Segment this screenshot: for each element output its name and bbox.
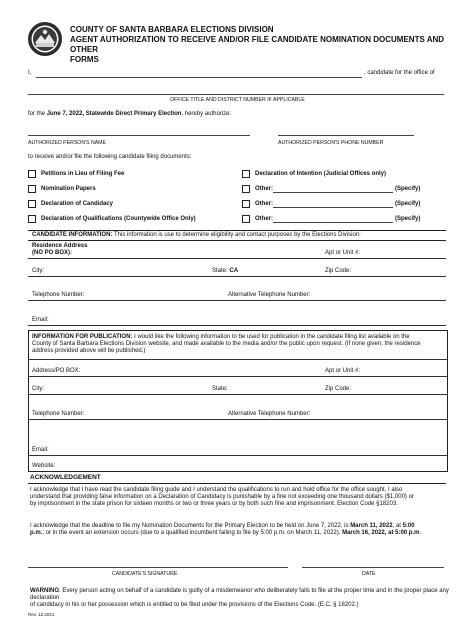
acknowledgement-paragraph-2: [30, 523, 446, 537]
checklist-left-0: Petitions in Lieu of Filing Fee: [41, 171, 125, 177]
candidate-info-heading-line: [32, 232, 446, 239]
candidate-city-field[interactable]: [28, 276, 446, 277]
ack-p2-line1: [30, 523, 446, 530]
authorized-name-field[interactable]: [28, 130, 250, 136]
other-2-field[interactable]: [273, 201, 393, 208]
checklist-right-0: Declaration of Intention (Judicial Offices only): [255, 171, 387, 177]
acknowledgement-heading: ACKNOWLEDGEMENT: [30, 474, 101, 481]
checkbox-other-2[interactable]: [242, 200, 250, 208]
ack-p2-l1a: I acknowledge that the deadline to file my Nomination Documents for the Primary Election to be held on June 7, 2022, is: [30, 523, 351, 529]
publication-intro: [32, 334, 444, 355]
ack-p1-l2: understand that providing false information on a Declaration of Candidacy is punishable by a fine not exceeding one thousand dollars ($1,000) or: [30, 494, 414, 500]
checklist-right-2: Other:: [255, 201, 273, 207]
pub-zip-label: Zip Code:: [325, 386, 352, 392]
warning-text2: of candidacy in his or her possession which is entitled to be filed under the provisions of the Elections Code. (E.C. § 18202.): [30, 602, 359, 608]
candidate-phone-field[interactable]: [28, 300, 446, 301]
authorize-text: , hereby authorize:: [181, 111, 232, 117]
checkbox-declaration-qualifications[interactable]: [28, 215, 36, 223]
residence-label: Residence Address: [32, 243, 88, 249]
candidate-zip-label: Zip Code:: [325, 268, 352, 274]
pub-email-field[interactable]: [28, 455, 447, 456]
warning-text: [30, 588, 450, 609]
pub-phone-field[interactable]: [28, 419, 447, 420]
publication-heading: INFORMATION FOR PUBLICATION:: [32, 334, 133, 340]
date-field[interactable]: [302, 562, 444, 568]
other-1-field[interactable]: [273, 186, 393, 193]
candidate-alt-phone-label: Alternative Telephone Number:: [228, 292, 311, 298]
ack-p1-l3: by imprisonment in the state prison for sixteen months or two or three years or by both such fine and imprisonment. Election Code §18203.: [30, 501, 398, 507]
checklist-left-2: Declaration of Candidacy: [41, 201, 114, 207]
pub-city-field[interactable]: [28, 394, 447, 395]
authorized-name-caption: AUTHORIZED PERSON'S NAME: [28, 140, 106, 146]
candidate-apt-label: Apt or Unit #:: [325, 250, 361, 256]
publication-intro-rule: [28, 359, 447, 360]
date-caption: DATE: [362, 571, 376, 577]
candidate-info-top-rule: [28, 230, 446, 231]
pub-address-label: Address/PO BOX:: [32, 368, 81, 374]
publication-text3: address provided above will be published.): [32, 348, 146, 354]
candidate-name-field[interactable]: [36, 70, 362, 78]
candidate-phone-label: Telephone Number:: [32, 292, 85, 298]
ack-p2-l2b: ; or in the event an extension occurs (due to a qualified incumbent failing to file by 5:00 p.m. on March 11, 2022),: [42, 530, 343, 536]
publication-text2: County of Santa Barbara Elections Division website, and made available to the media and/or the public upon request. (If none given, the residence: [32, 341, 421, 347]
form-header: [70, 25, 470, 65]
checkbox-declaration-intention[interactable]: [242, 170, 250, 178]
pub-city-label: City:: [32, 386, 44, 392]
candidate-state-value: CA: [229, 268, 239, 274]
header-line2: AGENT AUTHORIZATION TO RECEIVE AND/OR FILE CANDIDATE NOMINATION DOCUMENTS AND OTHER: [70, 35, 445, 54]
pub-website-label: Website:: [32, 463, 56, 469]
pub-email-label: Email:: [32, 447, 49, 453]
ack-p1-l1: I acknowledge that I have read the candidate filing guide and I understand the qualifications to run and hold office for the office sought. I also: [30, 487, 403, 493]
candidate-state-line: [212, 268, 238, 275]
acknowledgement-paragraph-1: [30, 487, 446, 508]
warning-line1: [30, 588, 450, 602]
checkbox-declaration-candidacy[interactable]: [28, 200, 36, 208]
specify-3: (Specify): [395, 216, 421, 222]
office-title-field[interactable]: [28, 89, 444, 95]
revision-label: Rev. 12.2021: [28, 612, 55, 617]
checkbox-nomination-papers[interactable]: [28, 185, 36, 193]
authorized-phone-caption: AUTHORIZED PERSON'S PHONE NUMBER: [278, 140, 384, 146]
election-name: June 7, 2022, Statewide Direct Primary Election: [46, 111, 182, 117]
ack-p2-l1d: 5:00: [402, 523, 415, 529]
residence-field[interactable]: [28, 258, 446, 259]
pub-phone-label: Telephone Number:: [32, 411, 85, 417]
office-caption: OFFICE TITLE AND DISTRICT NUMBER IF APPLICABLE: [170, 97, 305, 103]
checklist-right-1: Other:: [255, 186, 273, 192]
county-seal-icon: [27, 21, 63, 57]
for-the-text: for the: [28, 111, 47, 117]
candidate-signature-field[interactable]: [28, 562, 288, 568]
pub-state-label: State:: [212, 386, 228, 392]
warning-label: WARNING: [30, 588, 59, 594]
specify-1: (Specify): [395, 186, 421, 192]
candidate-state-label: State:: [212, 268, 228, 274]
checkbox-other-1[interactable]: [242, 185, 250, 193]
checkbox-other-3[interactable]: [242, 215, 250, 223]
candidate-office-text: , candidate for the office of: [364, 70, 435, 76]
no-po-box-label: (NO PO BOX):: [32, 250, 72, 256]
header-line1: COUNTY OF SANTA BARBARA ELECTIONS DIVISION: [70, 25, 274, 34]
ack-p2-l1b: March 11, 2022: [350, 523, 393, 529]
i-label: I,: [28, 70, 32, 76]
ack-p2-l2d: .: [419, 530, 422, 536]
pub-address-field[interactable]: [28, 376, 447, 377]
candidate-info-heading: CANDIDATE INFORMATION:: [32, 232, 113, 238]
receive-text: to receive and/or file the following candidate filing documents:: [28, 154, 192, 160]
ack-p2-l2a: p.m.: [30, 530, 43, 536]
header-line3: FORMS: [70, 55, 99, 64]
warning-text1: : Every person acting on behalf of a candidate is guilty of a misdemeanor who deliberately fails to file at the proper time and in the proper place any declaration: [30, 588, 449, 601]
candidate-city-label: City:: [32, 268, 44, 274]
pub-alt-phone-label: Alternative Telephone Number:: [228, 411, 311, 417]
election-line: [28, 111, 231, 118]
publication-line1: [32, 334, 444, 341]
checklist-right-3: Other:: [255, 216, 273, 222]
acknowledgement-rule: [28, 483, 446, 484]
ack-p2-l1c: , at: [392, 523, 403, 529]
ack-p2-line2: [30, 530, 446, 537]
checkbox-petitions[interactable]: [28, 170, 36, 178]
other-3-field[interactable]: [273, 216, 393, 223]
specify-2: (Specify): [395, 201, 421, 207]
authorized-phone-field[interactable]: [278, 130, 414, 136]
signature-caption: CANDIDATE'S SIGNATURE: [112, 571, 178, 577]
candidate-email-label: Email:: [32, 317, 49, 323]
checklist-left-1: Nomination Papers: [41, 186, 96, 192]
publication-text1: I would like the following information to be used for publication in the candidate filing list available on the: [132, 334, 410, 340]
ack-p2-l2c: March 16, 2022, at 5:00 p.m: [342, 530, 420, 536]
candidate-info-heading-rule: [28, 240, 446, 241]
checklist-left-3: Declaration of Qualifications (Countywide Office Only): [41, 216, 196, 222]
pub-apt-label: Apt or Unit #:: [325, 368, 361, 374]
candidate-info-desc: This information is use to determine eligibility and contact purposes by the Elections Division:: [112, 232, 361, 238]
candidate-email-field[interactable]: [28, 325, 446, 326]
